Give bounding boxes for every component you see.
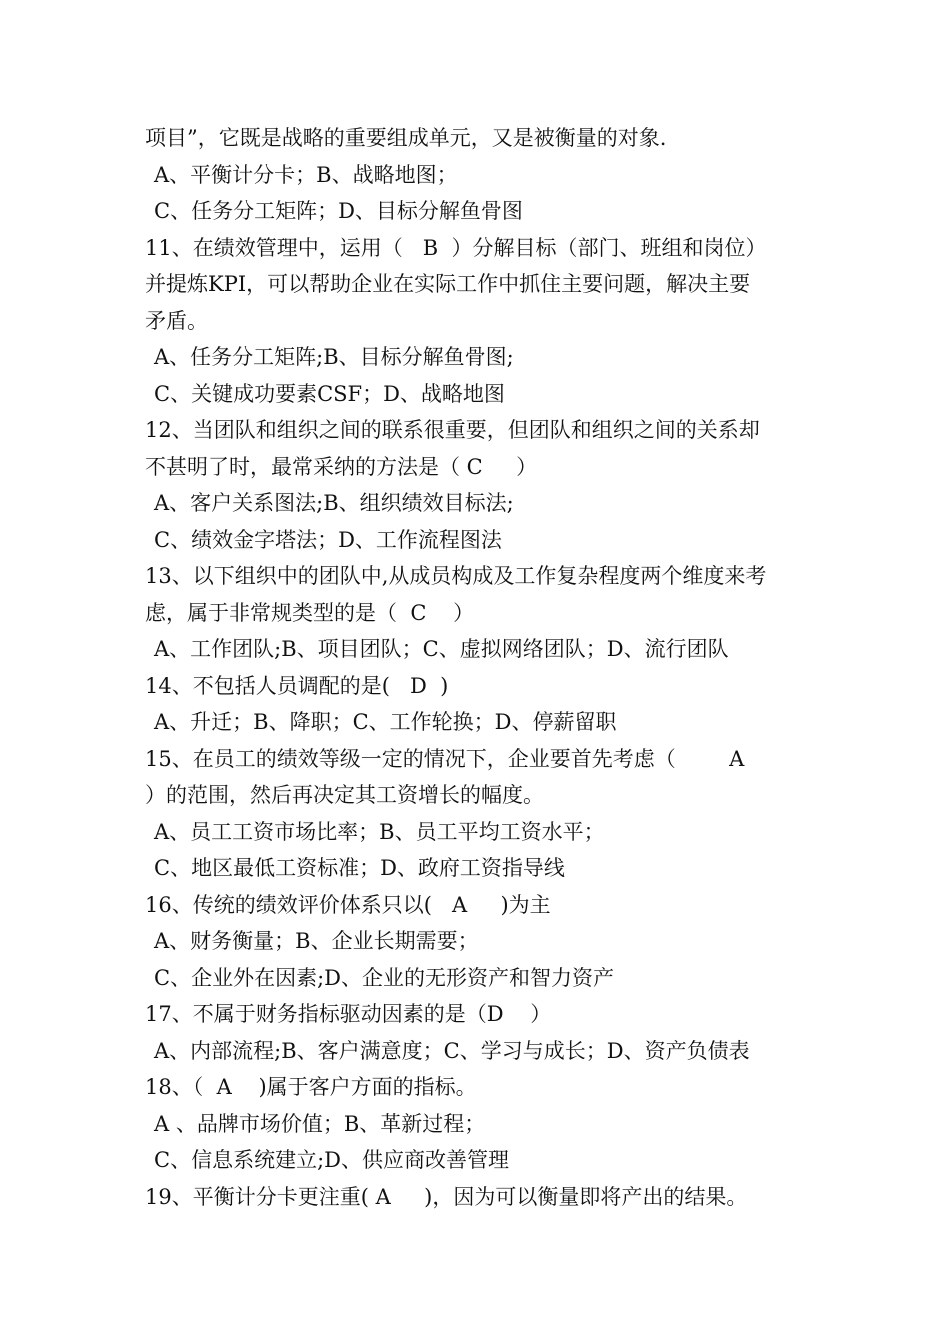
option-line: A 、品牌市场价值；B、革新过程；: [154, 1111, 486, 1136]
question-line: 17、不属于财务指标驱动因素的是（D ）: [145, 1002, 552, 1026]
question-line: 11、在绩效管理中，运用（ B ）分解目标（部门、班组和岗位）: [145, 235, 767, 260]
option-line: A、升迁；B、降职；C、工作轮换；D、停薪留职: [154, 710, 617, 734]
document-page: [145, 120, 825, 1215]
option-line: C、关键成功要素CSF；D、战略地图: [154, 381, 505, 406]
question-line: 并提炼KPI，可以帮助企业在实际工作中抓住主要问题，解决主要: [145, 272, 751, 296]
question-line: 15、在员工的绩效等级一定的情况下，企业要首先考虑（ A: [145, 746, 745, 771]
option-line: A、平衡计分卡；B、战略地图；: [154, 162, 458, 187]
text-line: 项目”，它既是战略的重要组成单元，又是被衡量的对象.: [145, 126, 667, 150]
question-line: 13、以下组织中的团队中,从成员构成及工作复杂程度两个维度来考: [145, 564, 767, 588]
question-line: 18、（ A )属于客户方面的指标。: [145, 1075, 477, 1099]
option-line: C、绩效金字塔法；D、工作流程图法: [154, 527, 502, 552]
question-line: 12、当团队和组织之间的联系很重要，但团队和组织之间的关系却: [145, 418, 760, 442]
option-line: C、任务分工矩阵；D、目标分解鱼骨图: [154, 199, 523, 223]
question-line: 19、平衡计分卡更注重( A )，因为可以衡量即将产出的结果。: [145, 1184, 748, 1209]
option-line: C、信息系统建立;D、供应商改善管理: [154, 1148, 509, 1172]
question-line: ）的范围，然后再决定其工资增长的幅度。: [145, 783, 544, 807]
option-line: C、地区最低工资标准；D、政府工资指导线: [154, 856, 565, 880]
question-line: 不甚明了时，最常采纳的方法是（ C ）: [145, 454, 538, 479]
option-line: A、财务衡量；B、企业长期需要；: [154, 929, 479, 953]
question-line: 矛盾。: [145, 308, 208, 333]
option-line: C、企业外在因素;D、企业的无形资产和智力资产: [154, 965, 614, 990]
option-line: A、内部流程;B、客户满意度；C、学习与成长；D、资产负债表: [154, 1038, 750, 1063]
question-line: 虑，属于非常规类型的是（ C ）: [145, 600, 475, 625]
question-line: 16、传统的绩效评价体系只以( A )为主: [145, 892, 551, 917]
option-line: A、员工工资市场比率；B、员工平均工资水平；: [154, 819, 605, 844]
option-line: A、工作团队;B、项目团队；C、虚拟网络团队；D、流行团队: [154, 637, 729, 661]
option-line: A、客户关系图法;B、组织绩效目标法;: [154, 491, 514, 515]
option-line: A、任务分工矩阵;B、目标分解鱼骨图;: [154, 345, 514, 369]
question-line: 14、不包括人员调配的是( D ): [145, 673, 449, 698]
